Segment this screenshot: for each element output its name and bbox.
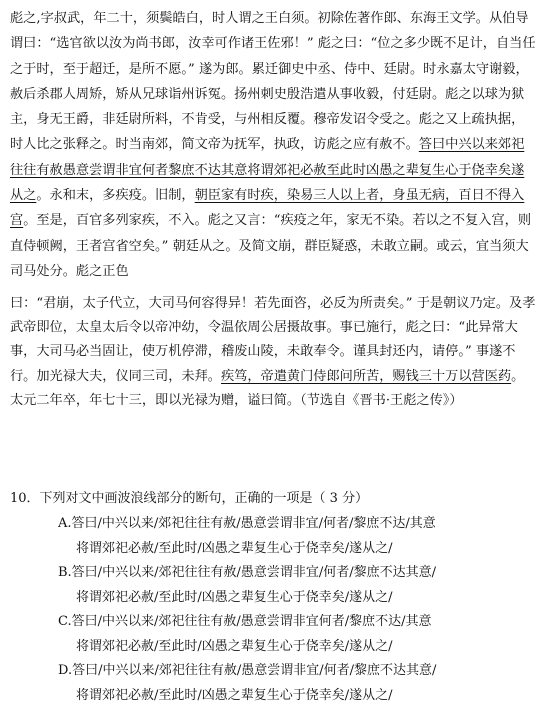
passage-text: 彪之,字叔武，年二十，须鬓皓白，时人谓之王白须。初除佐著作郎、东海王文学。从伯导谓曰：“选官欲以汝为尚书郎，汝幸可作诸王佐邪！” 彪之曰：“位之多少既不足计，自当任之于时，至于超迁，是所不愿。” 遂为郎。累迁御史中丞、侍中、廷尉。时永嘉太守谢毅，赦后杀郡人周矫，矫从兄球诣州诉冤。扬州刺史殷浩遣从事收毅，付廷尉。彪之以球为狱主，身无王爵，非廷尉所料，不肯受，与州相反覆。穆帝发诏令受之。彪之又上疏执据，时人比之张释之。时当南郊，简文帝为抚军，执政，访彪之应有赦不。 <box>10 11 536 153</box>
option-line: 将谓郊祀必赦/至此时/凶愚之辈复生心于侥幸矣/遂从之/ <box>76 589 393 605</box>
option-line: D.答曰/中兴以来/郊祀往往有赦/愚意尝谓非宜/何者/黎庶不达其意/ <box>58 663 437 678</box>
option-line: B.答曰/中兴以来/郊祀往往有赦/愚意尝谓非宜/何者/黎庶不达其意/ <box>58 565 436 580</box>
question-stem: 10．下列对文中画波浪线部分的断句，正确的一项是（ 3 分） <box>10 491 369 506</box>
option-a[interactable] <box>58 512 538 561</box>
passage-text: 。至是，百官多列家疾，不入。彪之又言：“疾疫之年，家无不染。若以之不复入宫，则直侍顿阙，王者宫省空矣。” 朝廷从之。及简文崩，群臣疑惑，未敢立嗣。或云，宜当须大司马处分。彪之正色 <box>10 213 532 279</box>
option-line: 将谓郊祀必赦/至此时/凶愚之辈复生心于侥幸矣/遂从之/ <box>76 540 393 556</box>
option-line: 将谓郊祀必赦/至此时/凶愚之辈复生心于侥幸矣/遂从之/ <box>76 638 393 654</box>
wavy-underlined-text: 答曰中兴以来郊祀往往有赦愚意尝谓非宜何者黎庶不达其意将谓郊祀必赦至此时凶愚之辈复生心于侥幸矣遂从之 <box>10 137 525 204</box>
option-line: A.答曰/中兴以来/郊祀往往有赦/愚意尝谓非宜/何者/黎庶不达/其意 <box>58 516 436 531</box>
passage-text: 曰：“君崩，太子代立，大司马何容得异！若先面咨，必反为所责矣。” 于是朝议乃定。及孝武帝即位，太皇太后令以帝冲幼，令温依周公居摄故事。事已施行，彪之曰：“此异常大事，大司马必当固让，使万机停滞，稽废山陵，未敢奉令。谨具封还内，请停。” 事遂不行。加光禄大夫，仪同三司，未拜。 <box>10 296 536 384</box>
option-line: C.答曰/中兴以来/郊祀往往有赦/愚意尝谓非宜何者/黎庶不达/其意 <box>58 614 432 629</box>
passage-text: 。永和末，多疾疫。旧制， <box>36 188 195 204</box>
passage-text: 。太元二年卒，年七十三，即以光禄为赠，谥曰简。（节选自《晋书·王彪之传》） <box>10 368 525 408</box>
option-c[interactable] <box>58 610 538 659</box>
option-d[interactable] <box>58 659 538 708</box>
underlined-sentence: 疾笃，帝遣黄门侍郎问所苦，赐钱三十万以营医药 <box>221 368 512 384</box>
option-b[interactable] <box>58 561 538 610</box>
passage-paragraph-1 <box>10 6 536 284</box>
answer-options <box>58 512 538 708</box>
underlined-sentence: 朝臣家有时疾，染易三人以上者，身虽无病，百日不得入宫 <box>10 188 525 229</box>
passage-paragraph-2 <box>10 292 536 413</box>
option-line: 将谓郊祀必赦/至此时/凶愚之辈复生心于侥幸矣/遂从之/ <box>76 687 393 703</box>
